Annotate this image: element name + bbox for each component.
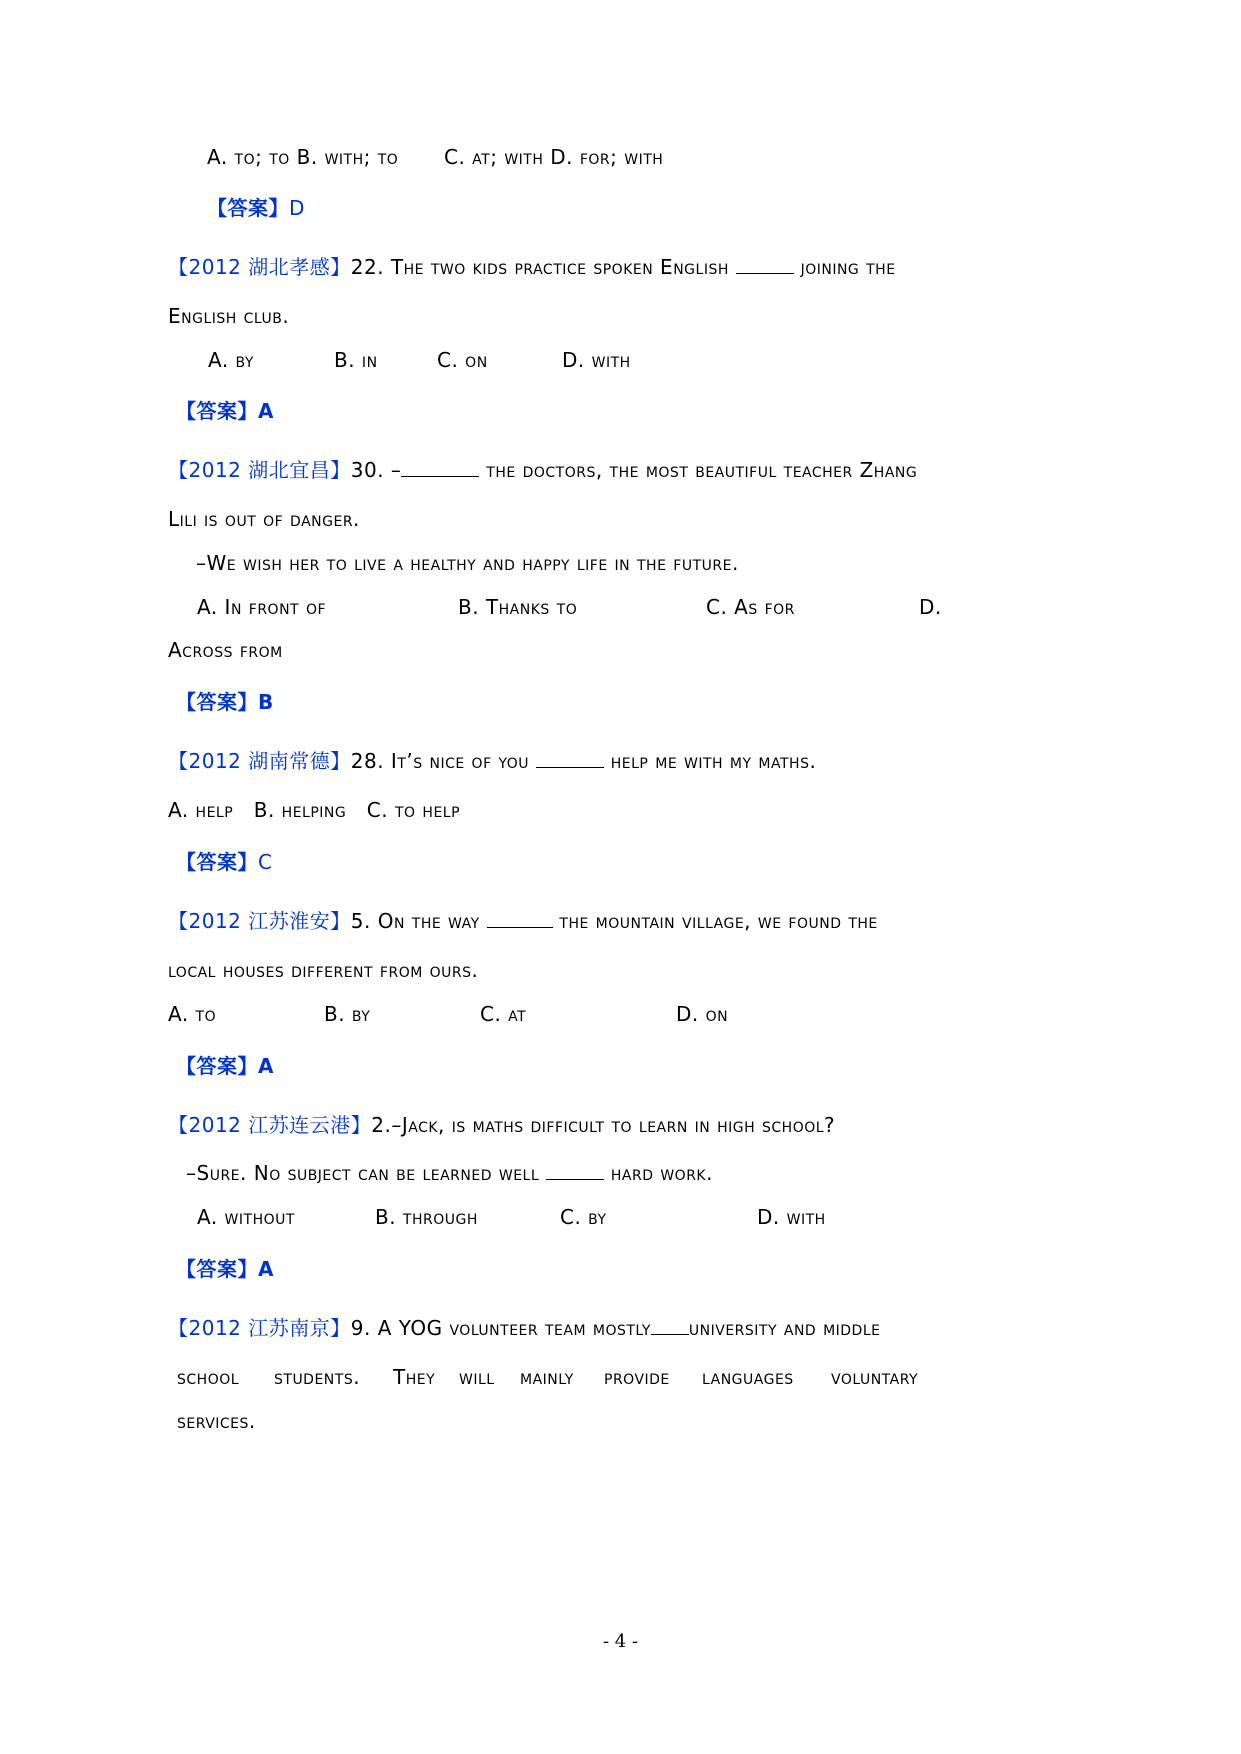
question-text: –Sure. No subject can be learned well (186, 1161, 547, 1185)
option-a: A. to (168, 1002, 217, 1026)
answer-line (176, 1054, 274, 1078)
answer-key: 【答案】 (176, 1054, 258, 1078)
answer-key: 【答案】 (176, 690, 258, 714)
answer-value: A (258, 1257, 274, 1281)
question-line (168, 749, 816, 773)
question-line (186, 1161, 713, 1185)
question-text: Lili is out of danger. (168, 507, 360, 531)
option-d-text: Across from (168, 638, 283, 662)
question-source: 【2012 湖北宜昌】 (168, 458, 351, 482)
question-text: 9. A YOG volunteer team mostly (350, 1316, 651, 1340)
question-text: hard work. (604, 1161, 713, 1185)
answer-value: C (258, 850, 273, 874)
question-text: –We wish her to live a healthy and happy life in the future. (196, 551, 739, 575)
answer-line (176, 1257, 274, 1281)
option-c: C. on (437, 348, 488, 372)
option-text: A. to; to B. with; to (207, 145, 399, 169)
option-d: D. with (562, 348, 631, 372)
answer-value: A (258, 399, 274, 423)
question-text: English club. (168, 304, 290, 328)
answer-line (176, 690, 274, 714)
justified-word: voluntary (831, 1365, 919, 1389)
question-source: 【2012 江苏南京】 (168, 1316, 351, 1340)
option-b: B. in (334, 348, 378, 372)
answer-key: 【答案】 (176, 850, 258, 874)
question-line (168, 255, 896, 279)
option-b: B. by (324, 1002, 371, 1026)
answer-blank (546, 1161, 604, 1180)
option-b: B. Thanks to (458, 595, 578, 619)
answer-blank (736, 255, 794, 274)
answer-line (207, 196, 305, 220)
question-source: 【2012 湖南常德】 (168, 749, 351, 773)
justified-word: provide (604, 1365, 670, 1389)
justified-word: students. (274, 1365, 361, 1389)
question-text: 2.–Jack, is maths difficult to learn in high school? (371, 1113, 836, 1137)
page-number: - 4 - (602, 1631, 639, 1652)
question-source: 【2012 江苏淮安】 (168, 909, 351, 933)
option-c: C. at (480, 1002, 527, 1026)
question-line (168, 909, 878, 933)
option-d: D. with (757, 1205, 826, 1229)
option-d: D. on (676, 1002, 729, 1026)
answer-line (176, 850, 272, 874)
answer-key: 【答案】 (176, 399, 258, 423)
answer-line (176, 399, 274, 423)
option-d: D. (919, 595, 942, 619)
option-a: A. without (197, 1205, 295, 1229)
justified-word: languages (702, 1365, 794, 1389)
answer-blank (487, 909, 553, 928)
question-text: the doctors, the most beautiful teacher Zhang (479, 458, 918, 482)
answer-key: 【答案】 (207, 196, 289, 220)
answer-blank (401, 458, 479, 477)
question-source: 【2012 湖北孝感】 (168, 255, 351, 279)
answer-blank (651, 1316, 689, 1335)
question-text: 5. On the way (350, 909, 487, 933)
answer-blank (536, 749, 604, 768)
answer-value: A (258, 1054, 274, 1078)
option-text: C. at; with D. for; with (444, 145, 664, 169)
answer-value: D (289, 196, 305, 220)
question-text: 28. It’s nice of you (350, 749, 536, 773)
justified-word: will (459, 1365, 495, 1389)
question-text: joining the (793, 255, 896, 279)
option-a: A. In front of (197, 595, 327, 619)
question-text: the mountain village, we found the (552, 909, 878, 933)
question-source: 【2012 江苏连云港】 (168, 1113, 372, 1137)
option-c: C. As for (706, 595, 795, 619)
question-line (168, 1113, 835, 1137)
option-b: B. through (375, 1205, 478, 1229)
answer-value: B (258, 690, 274, 714)
option-a: A. by (208, 348, 254, 372)
justified-word: school (177, 1365, 240, 1389)
question-text: university and middle (688, 1316, 881, 1340)
justified-word: They (393, 1365, 436, 1389)
question-text: 30. – (350, 458, 402, 482)
question-text: services. (177, 1409, 256, 1433)
question-line (168, 458, 917, 482)
question-text: local houses different from ours. (168, 958, 479, 982)
answer-key: 【答案】 (176, 1257, 258, 1281)
question-text: help me with my maths. (603, 749, 817, 773)
question-text: 22. The two kids practice spoken English (350, 255, 736, 279)
justified-word: mainly (520, 1365, 574, 1389)
options-line: A. help B. helping C. to help (168, 798, 461, 822)
option-c: C. by (560, 1205, 607, 1229)
question-line (168, 1316, 880, 1340)
